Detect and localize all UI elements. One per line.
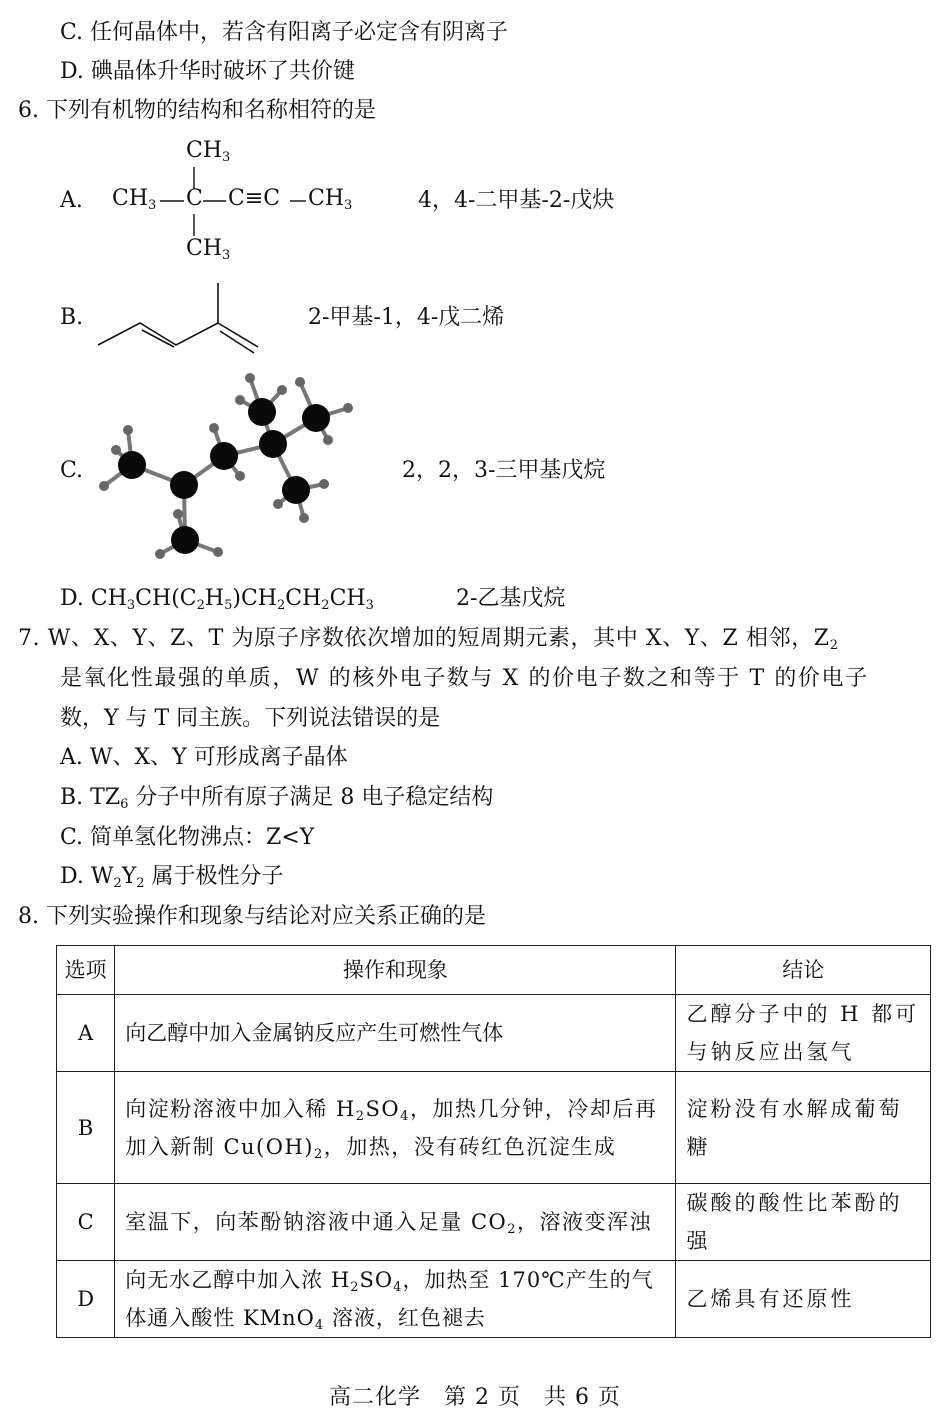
table-row xyxy=(57,1184,931,1261)
q8-experiment-table xyxy=(56,945,931,1338)
row-c-conclusion: 碳酸的酸性比苯酚的强 xyxy=(676,1184,931,1261)
row-a-option: A xyxy=(57,995,115,1072)
q7-stem-line1: 7. W、X、Y、Z、T 为原子序数依次增加的短周期元素，其中 X、Y、Z 相邻，$Z_2$ xyxy=(18,626,839,653)
row-b-option: B xyxy=(57,1072,115,1184)
row-d-operation: 向无水乙醇中加入浓 $H_2SO_4$，加热至 170℃产生的气体通入酸性 KMnO$_4$ 溶液，红色褪去 xyxy=(115,1261,676,1338)
q6-option-d-name: 2-乙基戊烷 xyxy=(456,586,566,611)
q6a-bottom-methyl: $CH_3$ xyxy=(186,236,231,263)
row-c-option: C xyxy=(57,1184,115,1261)
q6-option-b-label: B. xyxy=(60,305,84,330)
table-row xyxy=(57,995,931,1072)
q6-option-a-name: 4，4-二甲基-2-戊炔 xyxy=(418,188,615,213)
table-row xyxy=(57,1261,931,1338)
row-a-operation: 向乙醇中加入金属钠反应产生可燃性气体 xyxy=(115,995,676,1072)
table-header-row xyxy=(57,946,931,995)
header-option: 选项 xyxy=(57,946,115,995)
q6-option-d-formula: $CH_3CH(C_2H_5)CH_2CH_2CH_3$ xyxy=(90,586,374,613)
q6-option-c-label: C. xyxy=(60,458,84,483)
q6a-left-methyl: $CH_3$ xyxy=(112,186,157,213)
row-b-conclusion: 淀粉没有水解成葡萄糖 xyxy=(676,1072,931,1184)
q6-option-a-label: A. xyxy=(60,188,83,213)
q7-stem-line2: 是氧化性最强的单质，W 的核外电子数与 X 的价电子数之和等于 T 的价电子 xyxy=(60,666,869,691)
q8-stem: 8. 下列实验操作和现象与结论对应关系正确的是 xyxy=(18,904,486,929)
q6-option-b-name: 2-甲基-1，4-戊二烯 xyxy=(308,305,505,330)
row-b-operation: 向淀粉溶液中加入稀 $H_2SO_4$，加热几分钟，冷却后再加入新制 $Cu(OH)_2$，加热，没有砖红色沉淀生成 xyxy=(115,1072,676,1184)
row-d-conclusion: 乙烯具有还原性 xyxy=(676,1261,931,1338)
q5-option-d: D. 碘晶体升华时破坏了共价键 xyxy=(60,59,355,84)
header-conclusion: 结论 xyxy=(676,946,931,995)
q7-option-c: C. 简单氢化物沸点：Z<Y xyxy=(60,825,315,850)
q7-option-a: A. W、X、Y 可形成离子晶体 xyxy=(60,745,348,770)
q6-option-c-name: 2，2，3-三甲基戊烷 xyxy=(402,458,606,483)
q5-option-c: C. 任何晶体中，若含有阳离子必定含有阴离子 xyxy=(60,20,509,45)
q6a-right-methyl: $CH_3$ xyxy=(308,186,353,213)
q6a-quaternary-carbon: C xyxy=(186,186,203,211)
q7-option-d: D. $W_2Y_2$ 属于极性分子 xyxy=(60,864,284,891)
row-a-conclusion: 乙醇分子中的 H 都可与钠反应出氢气 xyxy=(676,995,931,1072)
q6c-ball-and-stick-model xyxy=(90,368,370,573)
page-footer: 高二化学 第 2 页 共 6 页 xyxy=(329,1385,621,1410)
row-d-option: D xyxy=(57,1261,115,1338)
q6-stem: 6. 下列有机物的结构和名称相符的是 xyxy=(18,98,376,123)
q6-option-d: D. $CH_3CH(C_2H_5)CH_2CH_2CH_3$ xyxy=(60,586,374,613)
q6b-skeletal-structure xyxy=(90,275,270,365)
q7-stem-line3: 数，Y 与 T 同主族。下列说法错误的是 xyxy=(60,706,441,731)
header-operation: 操作和现象 xyxy=(115,946,676,995)
q7-option-b: B. $TZ_6$ 分子中所有原子满足 8 电子稳定结构 xyxy=(60,785,494,812)
q6a-triple-bond: C≡C xyxy=(228,186,281,211)
row-c-operation: 室温下，向苯酚钠溶液中通入足量 $CO_2$，溶液变浑浊 xyxy=(115,1184,676,1261)
q6a-top-methyl: $CH_3$ xyxy=(186,138,231,165)
table-row xyxy=(57,1072,931,1184)
